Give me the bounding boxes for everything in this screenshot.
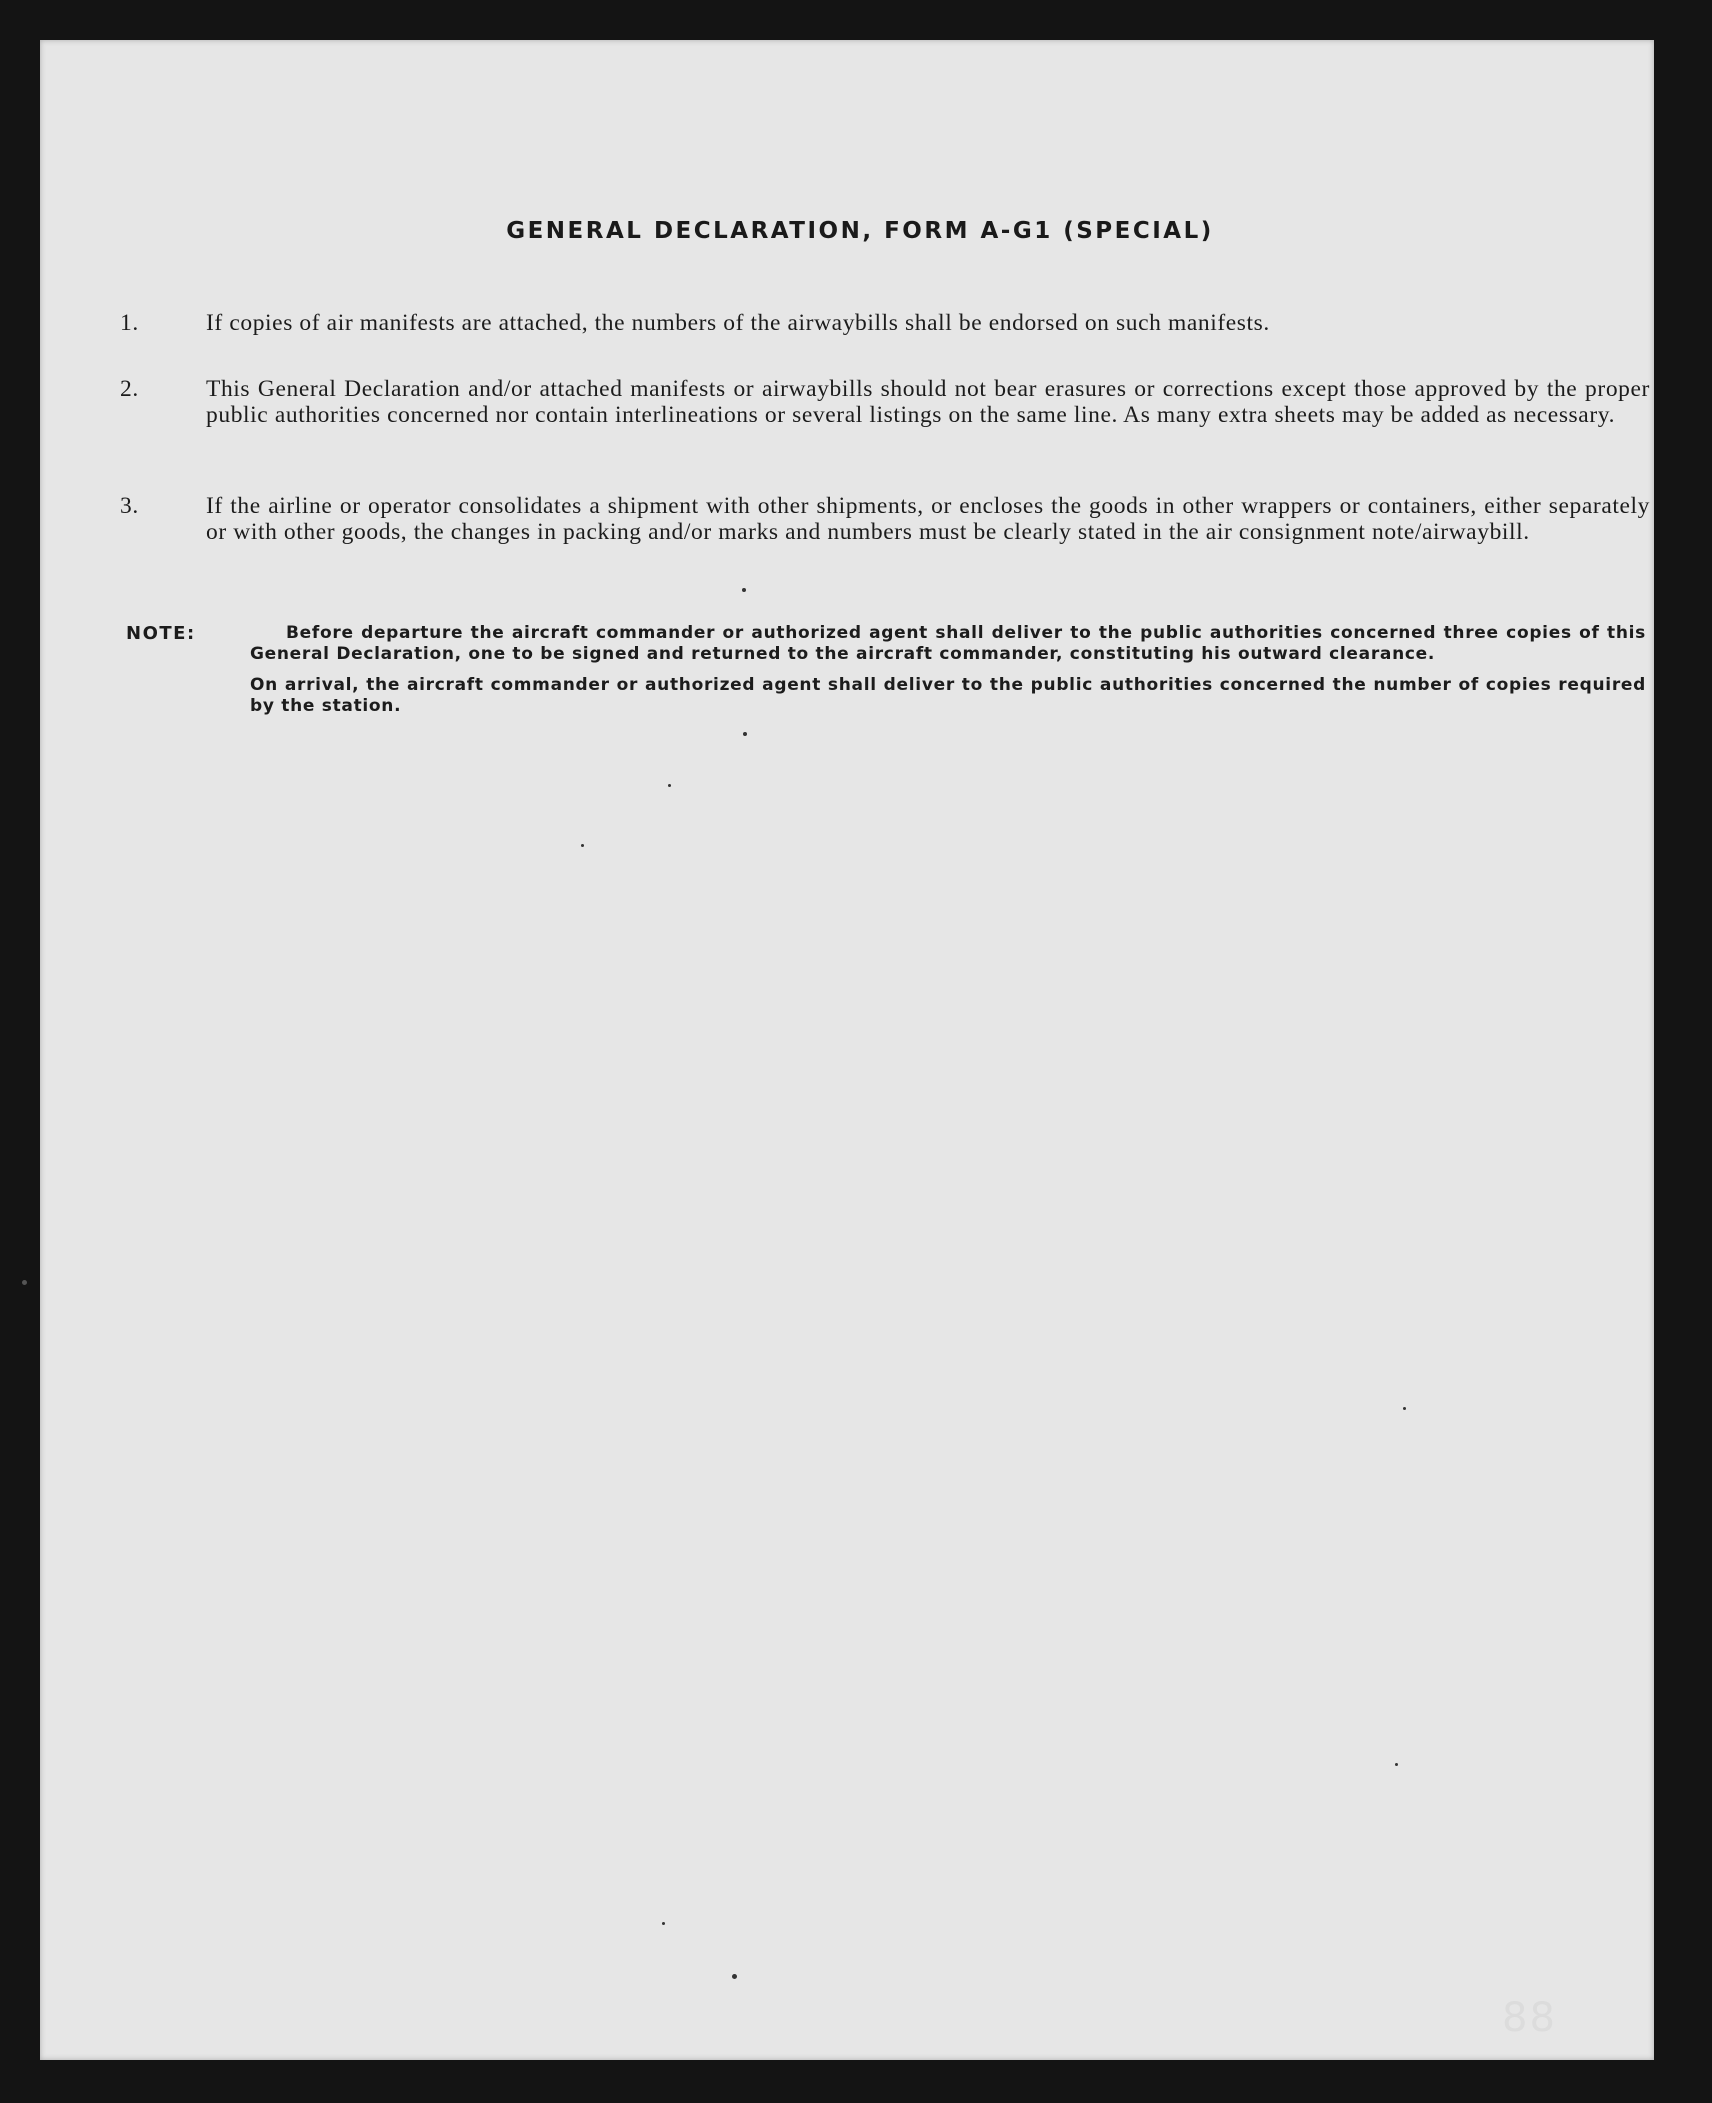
item-text: This General Declaration and/or attached manifests or airwaybills should not bear erasures or corrections except those approved by the proper public authorities concerned nor contain interlineations or several listings on the same line. As many extra sheets may be added as necessary.	[206, 376, 1650, 428]
document-page	[40, 40, 1654, 2060]
scan-speck	[581, 844, 584, 847]
note-label: NOTE:	[126, 623, 196, 644]
scan-speck	[1403, 1407, 1406, 1410]
scan-speck	[662, 1922, 665, 1925]
item-number: 2.	[120, 376, 139, 402]
scan-speck	[22, 1280, 27, 1285]
item-number: 3.	[120, 493, 139, 519]
list-item	[120, 376, 1650, 428]
note-paragraph-departure-text: Before departure the aircraft commander or authorized agent shall deliver to the public authorities concerned three copies of this General Declaration, one to be signed and returned to the aircraft commander, constituting his outward clearance.	[250, 623, 1646, 664]
item-number: 1.	[120, 310, 139, 336]
scan-speck	[743, 732, 747, 736]
scan-speck	[742, 588, 746, 592]
note-paragraph-departure	[250, 623, 1646, 665]
scan-speck	[668, 784, 671, 787]
page-number: 88	[1502, 1995, 1557, 2041]
note-section	[126, 623, 1646, 717]
list-item	[120, 493, 1650, 545]
document-title: GENERAL DECLARATION, FORM A-G1 (SPECIAL)	[506, 218, 1214, 244]
list-item	[120, 310, 1650, 336]
item-text: If copies of air manifests are attached, the numbers of the airwaybills shall be endorsed on such manifests.	[206, 310, 1270, 336]
scan-speck	[732, 1974, 737, 1979]
scan-speck	[1395, 1763, 1398, 1766]
item-text: If the airline or operator consolidates a shipment with other shipments, or encloses the goods in other wrappers or containers, either separately or with other goods, the changes in packing and/or marks and numbers must be clearly stated in the air consignment note/airwaybill.	[206, 493, 1650, 545]
note-paragraph-arrival: On arrival, the aircraft commander or authorized agent shall deliver to the public authorities concerned the number of copies required by the station.	[250, 675, 1646, 716]
